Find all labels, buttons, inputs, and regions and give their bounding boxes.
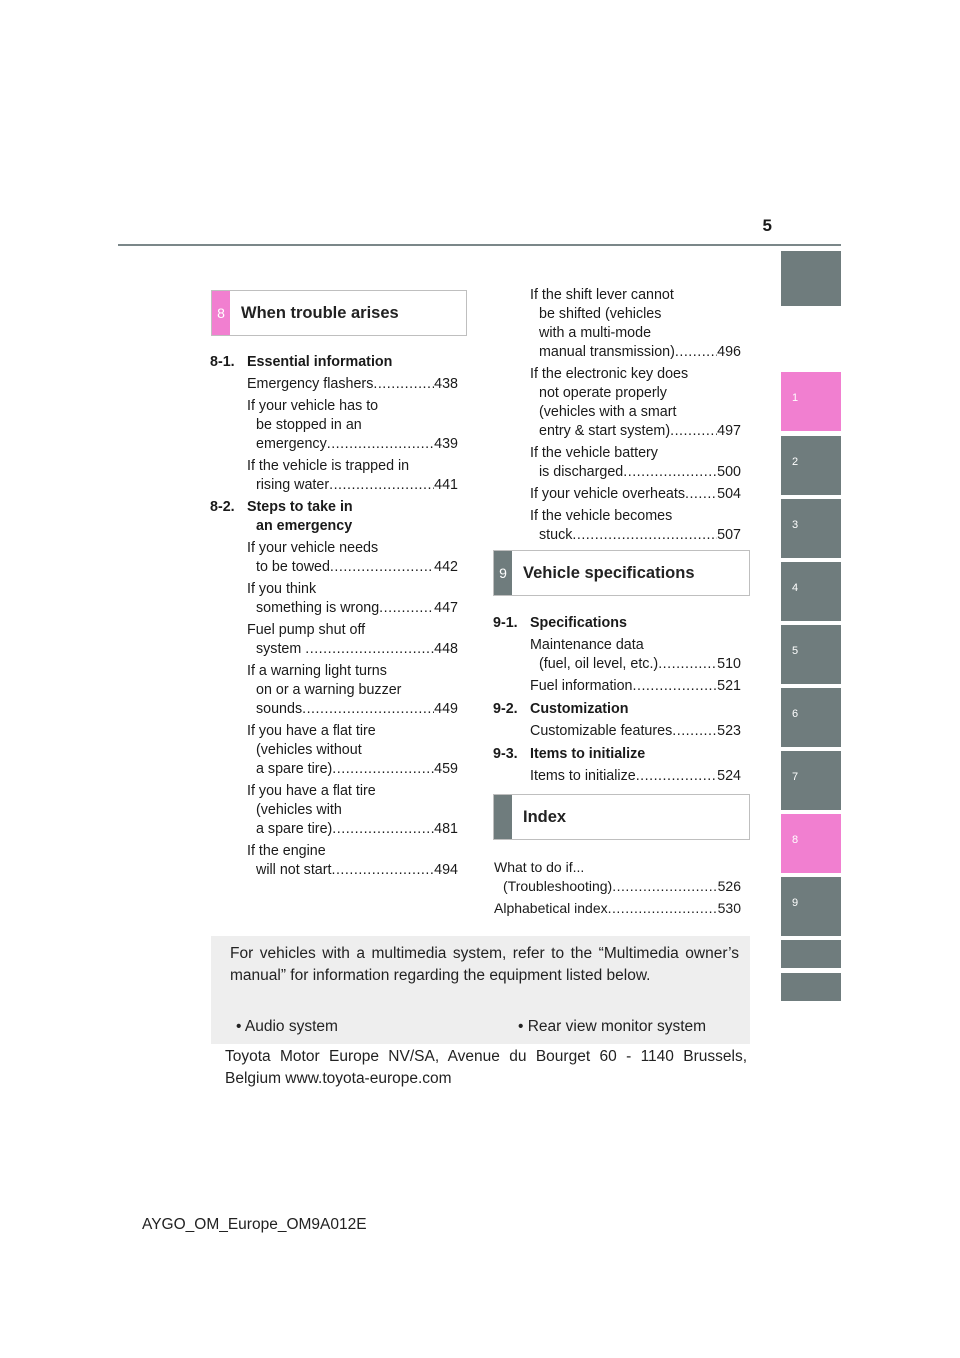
entry-page: 439 (434, 436, 458, 452)
group-number: 9-1. (493, 615, 518, 631)
entry-page: 523 (717, 723, 741, 739)
toc-entry-vehicle-stuck[interactable] (530, 507, 741, 545)
group-title: Items to initialize (530, 746, 646, 762)
toc-group-9-2[interactable] (493, 700, 741, 719)
entry-page: 447 (434, 600, 458, 616)
toc-entry-customizable-features[interactable] (530, 722, 741, 741)
group-title: Specifications (530, 615, 627, 631)
entry-page: 449 (434, 701, 458, 717)
entry-text: Items to initialize (530, 768, 636, 784)
side-tab-label: 6 (792, 708, 799, 720)
toc-group-8-1[interactable] (210, 353, 458, 372)
toc-section-8 (210, 353, 458, 883)
entry-page: 530 (717, 900, 741, 916)
toc-entry-items-to-initialize[interactable] (530, 767, 741, 786)
entry-text: (fuel, oil level, etc.) (539, 656, 659, 672)
entry-text: If the electronic key does (530, 366, 689, 382)
section-9-title: Vehicle specifications (523, 564, 695, 582)
side-tab-7[interactable] (781, 751, 841, 810)
toc-entry-alphabetical-index[interactable] (494, 899, 741, 918)
side-tab-1[interactable] (781, 372, 841, 431)
entry-text: Customizable features (530, 723, 673, 739)
section-9-header[interactable] (493, 550, 750, 596)
group-number: 9-2. (493, 701, 518, 717)
entry-text: a spare tire) (256, 821, 333, 837)
entry-text: If the shift lever cannot (530, 287, 674, 303)
entry-page: 510 (717, 656, 741, 672)
side-tab-3[interactable] (781, 499, 841, 558)
entry-text: If your vehicle overheats (530, 486, 685, 502)
section-9-number: 9 (494, 551, 512, 595)
entry-text: If your vehicle needs (247, 540, 379, 556)
toc-entry-rising-water[interactable] (247, 457, 458, 495)
toc-entry-warning-light[interactable] (247, 662, 458, 719)
toc-entry-maintenance-data[interactable] (530, 636, 741, 674)
entry-text: sounds (256, 701, 303, 717)
side-tab-5[interactable] (781, 625, 841, 684)
toc-entry-shift-lever[interactable] (530, 286, 741, 362)
entry-page: 481 (434, 821, 458, 837)
note-text: For vehicles with a multimedia system, refer to the “Multimedia owner’s manual” for information regarding the equipment listed below. (230, 945, 739, 984)
entry-text: system (256, 641, 306, 657)
entry-page: 521 (717, 678, 741, 694)
side-tab-label: 7 (792, 771, 799, 783)
index-marker (494, 795, 512, 839)
entry-text: emergency (256, 436, 327, 452)
entry-text: rising water (256, 477, 330, 493)
toc-entry-emergency-flashers[interactable] (247, 375, 458, 394)
side-tab-2[interactable] (781, 436, 841, 495)
entry-text: manual transmission) (539, 344, 675, 360)
entry-page: 507 (717, 527, 741, 543)
entry-text: Fuel information (530, 678, 633, 694)
toc-index (494, 858, 741, 921)
entry-text: Emergency flashers (247, 376, 374, 392)
side-tab-9[interactable] (781, 877, 841, 936)
entry-text: What to do if... (494, 859, 585, 875)
side-tab-6[interactable] (781, 688, 841, 747)
note-bullet-rear-view: • Rear view monitor system (518, 1018, 707, 1035)
page-number: 5 (762, 216, 772, 235)
toc-entry-engine-will-not-start[interactable] (247, 842, 458, 880)
entry-text: If the vehicle is trapped in (247, 458, 410, 474)
entry-text: with a multi-mode (539, 325, 652, 341)
side-tab-label: 1 (792, 392, 799, 404)
entry-text: entry & start system) (539, 423, 671, 439)
entry-text: Alphabetical index (494, 900, 608, 916)
toc-section-9 (493, 614, 741, 789)
toc-entry-something-wrong[interactable] (247, 580, 458, 618)
entry-text: on or a warning buzzer (256, 682, 402, 698)
side-tab-label: 8 (792, 834, 799, 846)
toc-entry-overheats[interactable] (530, 485, 741, 504)
side-tab-blank-b[interactable] (781, 973, 841, 1001)
index-title: Index (523, 808, 567, 826)
side-tab-label: 4 (792, 582, 799, 594)
entry-page: 448 (434, 641, 458, 657)
side-tab-8[interactable] (781, 814, 841, 873)
entry-text: If your vehicle has to (247, 398, 379, 414)
multimedia-note (211, 936, 750, 1044)
toc-group-9-1[interactable] (493, 614, 741, 633)
entry-page: 500 (717, 464, 741, 480)
entry-page: 438 (434, 376, 458, 392)
entry-text: (vehicles with (256, 802, 342, 818)
entry-page: 494 (434, 862, 458, 878)
entry-page: 497 (717, 423, 741, 439)
section-8-header[interactable] (211, 290, 467, 336)
toc-entry-battery-discharged[interactable] (530, 444, 741, 482)
toc-group-8-2[interactable] (210, 498, 458, 517)
group-title: Steps to take in (247, 499, 353, 515)
toc-entry-fuel-pump[interactable] (247, 621, 458, 659)
entry-text: Fuel pump shut off (247, 622, 366, 638)
group-number: 9-3. (493, 746, 518, 762)
header-rule (118, 244, 841, 246)
entry-page: 524 (717, 768, 741, 784)
side-tab-label: 3 (792, 519, 799, 531)
toc-section-8-continued (530, 286, 741, 548)
entry-text: (vehicles without (256, 742, 362, 758)
entry-page: 496 (717, 344, 741, 360)
toc-entry-towed[interactable] (247, 539, 458, 577)
entry-text: If you have a flat tire (247, 723, 376, 739)
entry-text: If the vehicle battery (530, 445, 658, 461)
side-tab-blank-top[interactable] (781, 251, 841, 306)
footer-document-code: AYGO_OM_Europe_OM9A012E (142, 1216, 367, 1233)
entry-page: 504 (717, 486, 741, 502)
entry-text: be stopped in an (256, 417, 362, 433)
entry-text: If you have a flat tire (247, 783, 376, 799)
group-title: Essential information (247, 354, 393, 370)
entry-page: 459 (434, 761, 458, 777)
toc-group-9-3[interactable] (493, 745, 741, 764)
entry-text: be shifted (vehicles (539, 306, 662, 322)
group-title: Customization (530, 701, 629, 717)
publisher-address: Toyota Motor Europe NV/SA, Avenue du Bourget 60 - 1140 Brussels, Belgium www.toyota-europe.com (225, 1048, 747, 1087)
toc-entry-fuel-information[interactable] (530, 677, 741, 696)
entry-page: 526 (717, 878, 741, 894)
entry-text: not operate properly (539, 385, 667, 401)
entry-text: If the vehicle becomes (530, 508, 673, 524)
entry-text: a spare tire) (256, 761, 333, 777)
entry-page: 441 (434, 477, 458, 493)
toc-entry-flat-tire-without-spare[interactable] (247, 722, 458, 779)
side-tab-4[interactable] (781, 562, 841, 621)
entry-text: will not start (256, 862, 332, 878)
section-8-title: When trouble arises (241, 304, 399, 322)
entry-text: stuck (539, 527, 573, 543)
entry-text: (vehicles with a smart (539, 404, 677, 420)
group-number: 8-2. (210, 499, 235, 515)
entry-text: something is wrong (256, 600, 380, 616)
toc-entry-flat-tire-with-spare[interactable] (247, 782, 458, 839)
entry-text: is discharged (539, 464, 624, 480)
section-8-number: 8 (212, 291, 230, 335)
group-title-cont: an emergency (256, 518, 353, 534)
index-header[interactable] (493, 794, 750, 840)
entry-text: If you think (247, 581, 317, 597)
toc-entry-stopped-in-emergency[interactable] (247, 397, 458, 454)
side-tab-label: 2 (792, 456, 799, 468)
entry-text: If a warning light turns (247, 663, 387, 679)
side-tab-label: 9 (792, 897, 799, 909)
toc-entry-electronic-key[interactable] (530, 365, 741, 441)
entry-text: Maintenance data (530, 637, 644, 653)
entry-text: If the engine (247, 843, 326, 859)
entry-text: (Troubleshooting) (503, 878, 613, 894)
entry-text: to be towed (256, 559, 330, 575)
side-tab-blank-a[interactable] (781, 940, 841, 968)
group-number: 8-1. (210, 354, 235, 370)
toc-entry-troubleshooting[interactable] (494, 858, 741, 896)
note-bullet-audio: • Audio system (236, 1018, 338, 1035)
side-tab-label: 5 (792, 645, 799, 657)
entry-page: 442 (434, 559, 458, 575)
